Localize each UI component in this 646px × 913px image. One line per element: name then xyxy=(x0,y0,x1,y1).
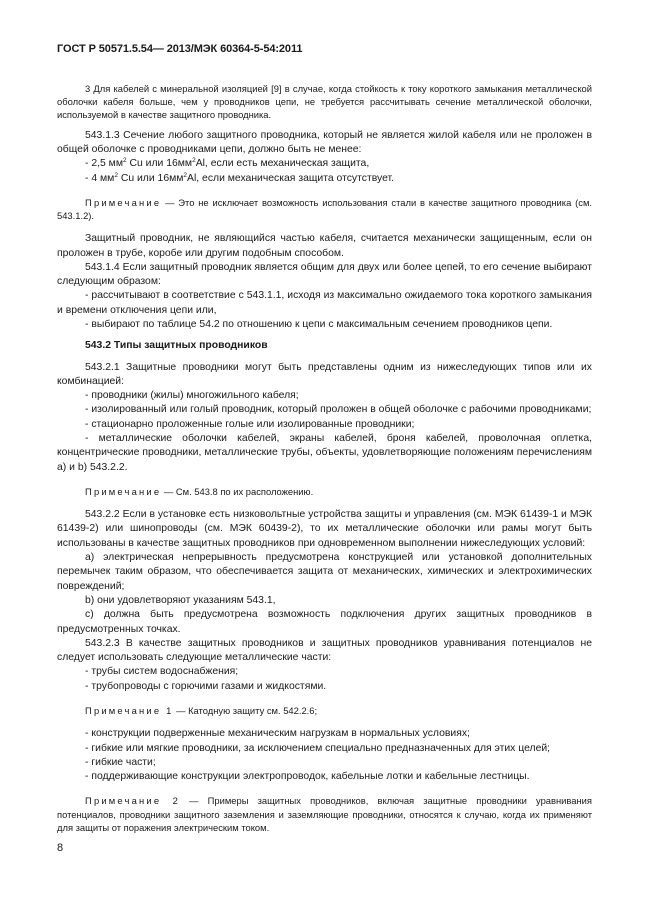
clause-543-2-2: 543.2.2 Если в установке есть низковольтные устройства защиты и управления (см. МЭК 61439-1 и МЭК 61439-2) или шинопроводы (см. МЭК 60439-2), то их металлические оболочки или рамы могут быть использованы в качестве защитных проводников при одновременном выполнении нижеследующих условий: xyxy=(57,509,592,549)
list-item: - гибкие или мягкие проводники, за исключением специально предназначенных для этих целей; xyxy=(85,742,551,754)
note-1: Примечание — Это не исключает возможность использования стали в качестве защитного проводника (см. 543.1.2). xyxy=(57,196,592,221)
list-item: - изолированный или голый проводник, который проложен в общей оболочке с рабочими проводниками; xyxy=(85,404,592,416)
clause-543-2-1: 543.2.1 Защитные проводники могут быть представлены одним из нижеследующих типов или их комбинацией: xyxy=(57,361,592,387)
list-item: - выбирают по таблице 54.2 по отношению к цепи с максимальным сечением проводников цепи. xyxy=(85,318,553,330)
list-item: а) электрическая непрерывность предусмотрена конструкцией или установкой дополнительных перемычек таким образом, что обеспечивается защита от механических, химических и электрохимических повреждений; xyxy=(57,552,592,592)
list-item: b) они удовлетворяют указаниям 543.1, xyxy=(85,594,276,606)
list-item: - конструкции подверженные механическим нагрузкам в нормальных условиях; xyxy=(85,728,470,740)
document-body xyxy=(57,82,592,834)
list-item: - гибкие части; xyxy=(85,756,156,768)
numbered-note-3: 3 Для кабелей с минеральной изоляцией [9] в случае, когда стойкость к току короткого замыкания металлической оболочки кабеля больше, чем у проводников цепи, не требуется рассчитывать сечение металлической оболочки, используемой в качестве защитного проводника. xyxy=(57,83,592,121)
note-2: Примечание — См. 543.8 по их расположению. xyxy=(85,485,314,497)
list-item: - 4 $мм^2$ Cu или $16мм^2Al$, если механическая защита отсутствует. xyxy=(85,171,394,184)
list-item: - трубы систем водоснабжения; xyxy=(85,666,239,678)
note-4: Примечание 2 — Примеры защитных проводников, включая защитные проводники уравнивания потенциалов, проводники защитного заземления и заземляющие проводники, относятся к случаю, когда их применяют для защиты от поражения электрическим током. xyxy=(57,795,592,833)
list-item: - 2,5 $мм^2$ Cu или $16мм^2Al$, если есть механическая защита, xyxy=(85,157,370,170)
note-3: Примечание 1 — Катодную защиту см. 542.2.6; xyxy=(85,705,318,717)
clause-543-1-3: 543.1.3 Сечение любого защитного проводника, который не является жилой кабеля или не проложен в общей оболочке с проводниками цепи, должно быть не менее: xyxy=(57,129,592,155)
paragraph: Защитный проводник, не являющийся частью кабеля, считается механически защищенным, если он проложен в трубе, коробе или другим подобным способом. xyxy=(57,233,592,259)
section-heading-543-2: 543.2 Типы защитных проводников xyxy=(85,340,268,352)
list-item: - трубопроводы с горючими газами и жидкостями. xyxy=(85,680,327,692)
list-item: - проводники (жилы) многожильного кабеля; xyxy=(85,390,299,402)
list-item: - рассчитывают в соответствие с 543.1.1, исходя из максимально ожидаемого тока короткого замыкания и времени отключения цепи или, xyxy=(57,290,592,316)
list-item: с) должна быть предусмотрена возможность подключения других защитных проводников в предусмотренных точках. xyxy=(57,609,592,635)
clause-543-1-4: 543.1.4 Если защитный проводник является общим для двух или более цепей, то его сечение выбирают следующим образом: xyxy=(57,261,592,288)
page-header: ГОСТ Р 50571.5.54— 2013/МЭК 60364-5-54:2011 xyxy=(57,43,303,55)
list-item: - металлические оболочки кабелей, экраны кабелей, броня кабелей, проволочная оплетка, концентрические проводники, металлические трубы, объекты, удовлетворяющие положениям перечислениям а) и b) 543.2.2. xyxy=(57,433,592,473)
list-item: - поддерживающие конструкции электропроводок, кабельные лотки и кабельные лестницы. xyxy=(85,771,530,783)
list-item: - стационарно проложенные голые или изолированные проводники; xyxy=(85,418,415,430)
page-number: 8 xyxy=(57,842,64,854)
clause-543-2-3: 543.2.3 В качестве защитных проводников и защитных проводников уравнивания потенциалов не следует использовать следующие металлические части: xyxy=(57,637,592,664)
